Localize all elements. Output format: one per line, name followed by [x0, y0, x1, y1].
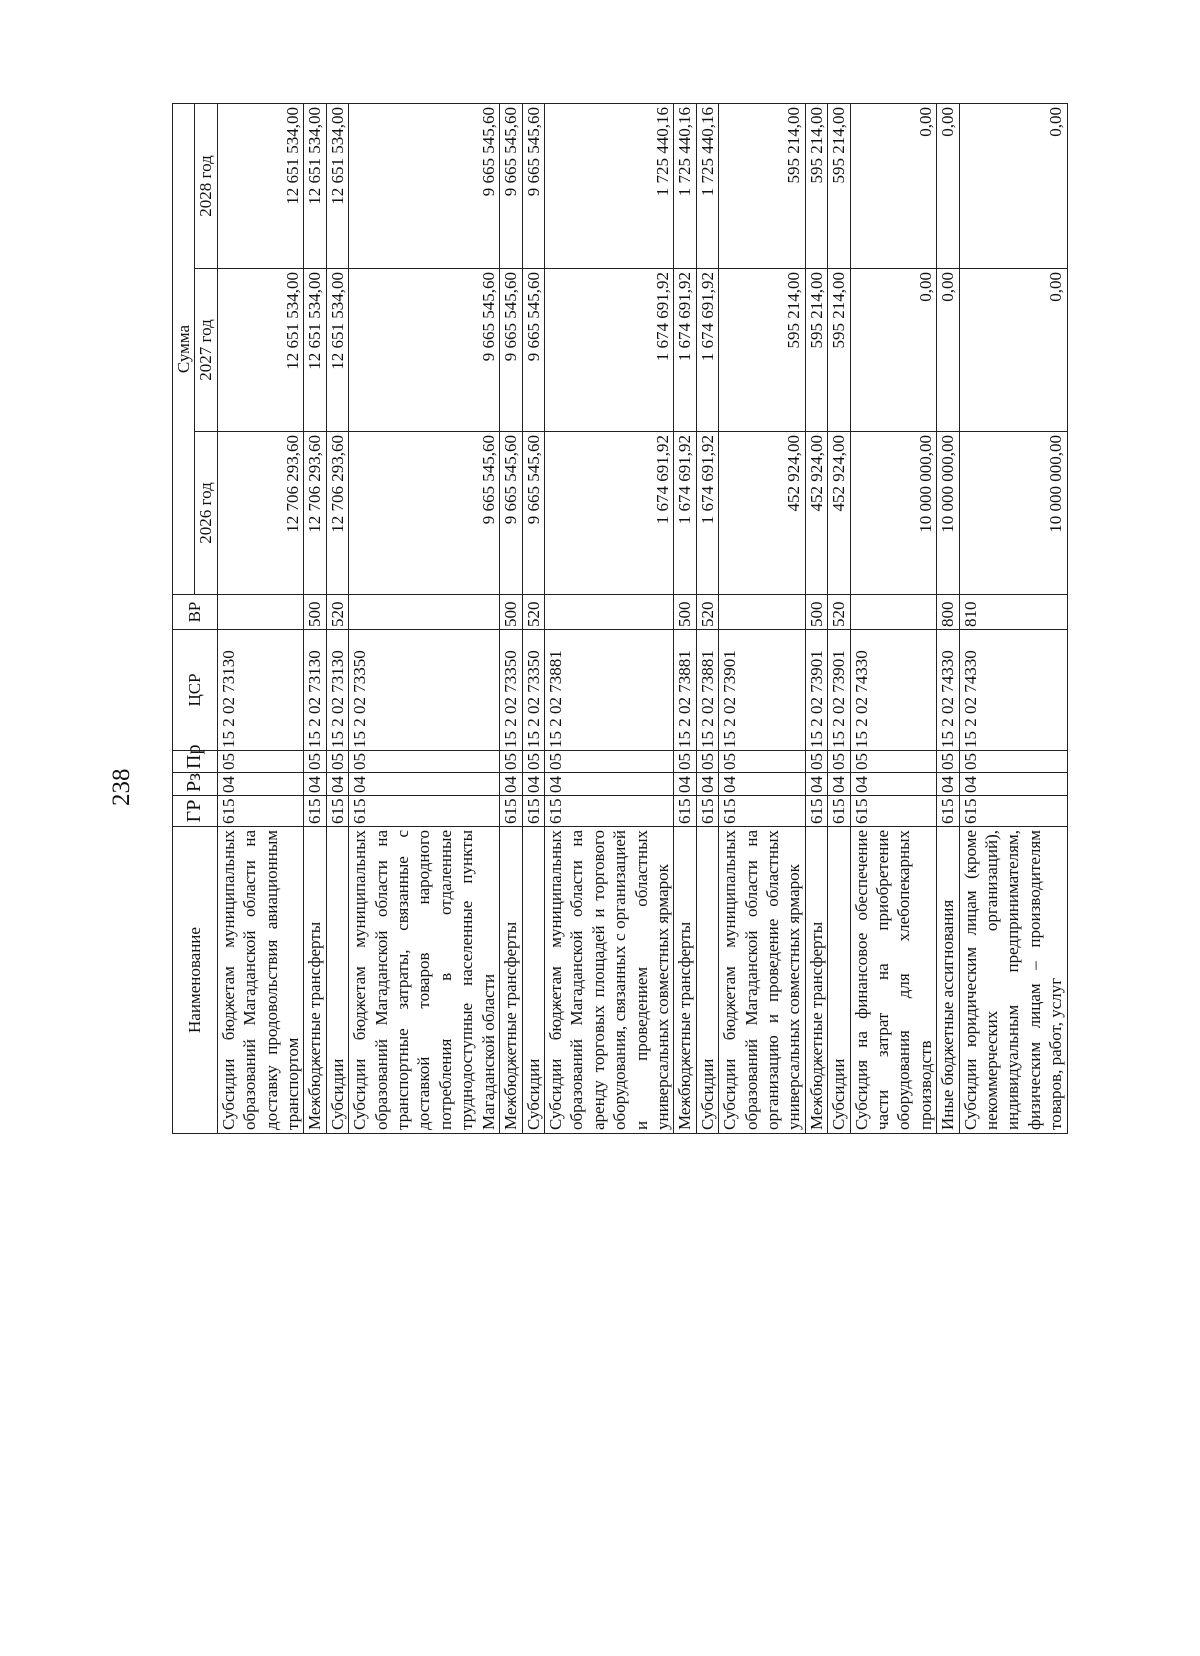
row-csr-cell: 15 2 02 73130	[326, 630, 348, 751]
row-vr-cell: 520	[828, 595, 850, 630]
row-2028-cell: 12 651 534,00	[217, 103, 304, 268]
row-2028-cell: 0,00	[850, 103, 937, 268]
row-2026-cell: 9 665 545,60	[349, 432, 500, 595]
row-name-cell: Субсидии	[326, 827, 348, 1134]
header-vr: ВР	[173, 595, 218, 630]
row-2027-cell: 595 214,00	[805, 269, 827, 432]
header-pr: Пр	[173, 751, 218, 773]
table-row	[805, 103, 827, 1133]
table-row	[326, 103, 348, 1133]
row-rz-cell: 04	[326, 773, 348, 796]
row-name-cell: Субсидия на финансовое обеспечение части затрат на приобретение оборудования для хлебопекарных производств	[850, 827, 937, 1134]
row-name-cell: Субсидии юридическим лицам (кроме некоммерческих организаций), индивидуальным предпринимателям, физическим лицам – производителям товаров, работ, услуг	[959, 827, 1067, 1134]
row-2027-cell: 595 214,00	[828, 269, 850, 432]
row-2027-cell: 9 665 545,60	[500, 269, 522, 432]
row-vr-cell	[719, 595, 806, 630]
row-pr-cell: 05	[937, 751, 959, 773]
row-csr-cell: 15 2 02 73130	[217, 630, 304, 751]
table-row	[719, 103, 806, 1133]
row-2027-cell: 9 665 545,60	[349, 269, 500, 432]
table-row	[828, 103, 850, 1133]
row-gr-cell: 615	[349, 796, 500, 827]
row-2028-cell: 595 214,00	[805, 103, 827, 268]
page-number: 238	[108, 768, 135, 806]
row-name-cell: Межбюджетные трансферты	[304, 827, 326, 1134]
row-2028-cell: 12 651 534,00	[326, 103, 348, 268]
row-pr-cell: 05	[500, 751, 522, 773]
table-row	[544, 103, 673, 1133]
header-csr: ЦСР	[173, 630, 218, 751]
row-vr-cell: 500	[674, 595, 696, 630]
row-name-cell: Межбюджетные трансферты	[805, 827, 827, 1134]
row-2026-cell: 1 674 691,92	[696, 432, 718, 595]
row-2028-cell: 0,00	[959, 103, 1067, 268]
row-2026-cell: 9 665 545,60	[500, 432, 522, 595]
row-2028-cell: 9 665 545,60	[522, 103, 544, 268]
row-2026-cell: 1 674 691,92	[674, 432, 696, 595]
row-csr-cell: 15 2 02 73881	[544, 630, 673, 751]
row-pr-cell: 05	[719, 751, 806, 773]
row-name-cell: Субсидии	[522, 827, 544, 1134]
table-row	[674, 103, 696, 1133]
row-vr-cell: 810	[959, 595, 1067, 630]
row-vr-cell: 520	[326, 595, 348, 630]
row-2026-cell: 12 706 293,60	[326, 432, 348, 595]
row-csr-cell: 15 2 02 73881	[696, 630, 718, 751]
row-rz-cell: 04	[696, 773, 718, 796]
row-gr-cell: 615	[696, 796, 718, 827]
row-gr-cell: 615	[544, 796, 673, 827]
row-csr-cell: 15 2 02 73350	[349, 630, 500, 751]
row-csr-cell: 15 2 02 73130	[304, 630, 326, 751]
row-gr-cell: 615	[850, 796, 937, 827]
row-pr-cell: 05	[696, 751, 718, 773]
row-2026-cell: 9 665 545,60	[522, 432, 544, 595]
table-row	[937, 103, 959, 1133]
header-name: Наименование	[173, 827, 218, 1134]
table-row	[696, 103, 718, 1133]
row-2028-cell: 595 214,00	[828, 103, 850, 268]
row-2026-cell: 12 706 293,60	[304, 432, 326, 595]
row-gr-cell: 615	[805, 796, 827, 827]
row-pr-cell: 05	[828, 751, 850, 773]
table-row	[522, 103, 544, 1133]
row-2028-cell: 1 725 440,16	[674, 103, 696, 268]
row-pr-cell: 05	[326, 751, 348, 773]
row-rz-cell: 04	[959, 773, 1067, 796]
row-2027-cell: 1 674 691,92	[696, 269, 718, 432]
row-2028-cell: 1 725 440,16	[696, 103, 718, 268]
table-row	[500, 103, 522, 1133]
row-2028-cell: 9 665 545,60	[349, 103, 500, 268]
row-pr-cell: 05	[959, 751, 1067, 773]
row-rz-cell: 04	[522, 773, 544, 796]
row-gr-cell: 615	[500, 796, 522, 827]
row-rz-cell: 04	[544, 773, 673, 796]
row-2027-cell: 1 674 691,92	[674, 269, 696, 432]
row-csr-cell: 15 2 02 73350	[500, 630, 522, 751]
row-2026-cell: 452 924,00	[828, 432, 850, 595]
row-2027-cell: 12 651 534,00	[217, 269, 304, 432]
row-vr-cell: 520	[522, 595, 544, 630]
header-sum: Сумма	[173, 103, 195, 594]
row-csr-cell: 15 2 02 74330	[850, 630, 937, 751]
row-rz-cell: 04	[937, 773, 959, 796]
row-name-cell: Субсидии бюджетам муниципальных образований Магаданской области на организацию и проведение областных универсальных совместных ярмарок	[719, 827, 806, 1134]
table-row	[349, 103, 500, 1133]
budget-table	[172, 103, 1068, 1134]
row-pr-cell: 05	[544, 751, 673, 773]
row-2027-cell: 0,00	[959, 269, 1067, 432]
row-2027-cell: 0,00	[937, 269, 959, 432]
row-vr-cell	[217, 595, 304, 630]
row-pr-cell: 05	[349, 751, 500, 773]
table-row	[217, 103, 304, 1133]
row-2026-cell: 1 674 691,92	[544, 432, 673, 595]
row-csr-cell: 15 2 02 73350	[522, 630, 544, 751]
table-row	[959, 103, 1067, 1133]
row-name-cell: Субсидии	[696, 827, 718, 1134]
row-vr-cell: 520	[696, 595, 718, 630]
row-rz-cell: 04	[217, 773, 304, 796]
header-year-2028: 2028 год	[195, 103, 217, 268]
row-pr-cell: 05	[674, 751, 696, 773]
row-csr-cell: 15 2 02 73901	[805, 630, 827, 751]
row-rz-cell: 04	[850, 773, 937, 796]
row-csr-cell: 15 2 02 73901	[828, 630, 850, 751]
row-vr-cell: 500	[304, 595, 326, 630]
row-2028-cell: 0,00	[937, 103, 959, 268]
row-csr-cell: 15 2 02 73881	[674, 630, 696, 751]
row-gr-cell: 615	[719, 796, 806, 827]
row-2027-cell: 12 651 534,00	[326, 269, 348, 432]
row-rz-cell: 04	[500, 773, 522, 796]
row-gr-cell: 615	[522, 796, 544, 827]
row-pr-cell: 05	[304, 751, 326, 773]
row-gr-cell: 615	[326, 796, 348, 827]
row-2026-cell: 10 000 000,00	[959, 432, 1067, 595]
row-csr-cell: 15 2 02 74330	[937, 630, 959, 751]
row-name-cell: Иные бюджетные ассигнования	[937, 827, 959, 1134]
row-rz-cell: 04	[719, 773, 806, 796]
row-vr-cell: 500	[805, 595, 827, 630]
row-name-cell: Субсидии	[828, 827, 850, 1134]
row-2026-cell: 12 706 293,60	[217, 432, 304, 595]
row-rz-cell: 04	[805, 773, 827, 796]
row-name-cell: Межбюджетные трансферты	[674, 827, 696, 1134]
row-vr-cell	[850, 595, 937, 630]
header-rz: Рз	[173, 773, 218, 796]
row-pr-cell: 05	[850, 751, 937, 773]
row-name-cell: Субсидии бюджетам муниципальных образований Магаданской области на аренду торговых площадей и торгового оборудования, связанных с организацией и проведением областных универсальных совместных ярмарок	[544, 827, 673, 1134]
row-2028-cell: 12 651 534,00	[304, 103, 326, 268]
row-pr-cell: 05	[522, 751, 544, 773]
row-2027-cell: 1 674 691,92	[544, 269, 673, 432]
row-2028-cell: 9 665 545,60	[500, 103, 522, 268]
header-gr: ГР	[173, 796, 218, 827]
row-rz-cell: 04	[304, 773, 326, 796]
row-2028-cell: 1 725 440,16	[544, 103, 673, 268]
row-name-cell: Межбюджетные трансферты	[500, 827, 522, 1134]
rotated-page-content	[172, 104, 1066, 1134]
row-pr-cell: 05	[805, 751, 827, 773]
row-rz-cell: 04	[349, 773, 500, 796]
row-vr-cell	[349, 595, 500, 630]
row-rz-cell: 04	[674, 773, 696, 796]
row-2027-cell: 0,00	[850, 269, 937, 432]
table-row	[304, 103, 326, 1133]
row-rz-cell: 04	[828, 773, 850, 796]
row-gr-cell: 615	[959, 796, 1067, 827]
row-gr-cell: 615	[937, 796, 959, 827]
row-2026-cell: 10 000 000,00	[937, 432, 959, 595]
row-2026-cell: 452 924,00	[805, 432, 827, 595]
row-vr-cell: 500	[500, 595, 522, 630]
row-csr-cell: 15 2 02 74330	[959, 630, 1067, 751]
row-name-cell: Субсидии бюджетам муниципальных образований Магаданской области на доставку продовольствия авиационным транспортом	[217, 827, 304, 1134]
header-year-2027: 2027 год	[195, 269, 217, 432]
row-gr-cell: 615	[217, 796, 304, 827]
row-2027-cell: 595 214,00	[719, 269, 806, 432]
row-vr-cell: 800	[937, 595, 959, 630]
table-header-row	[173, 103, 195, 1133]
row-csr-cell: 15 2 02 73901	[719, 630, 806, 751]
row-pr-cell: 05	[217, 751, 304, 773]
row-2028-cell: 595 214,00	[719, 103, 806, 268]
row-2026-cell: 452 924,00	[719, 432, 806, 595]
row-2027-cell: 12 651 534,00	[304, 269, 326, 432]
row-name-cell: Субсидии бюджетам муниципальных образований Магаданской области на транспортные затраты, связанные с доставкой товаров народного потребления в отдаленные труднодоступные населенные пункты Магаданской области	[349, 827, 500, 1134]
row-2026-cell: 10 000 000,00	[850, 432, 937, 595]
row-gr-cell: 615	[828, 796, 850, 827]
table-row	[850, 103, 937, 1133]
row-2027-cell: 9 665 545,60	[522, 269, 544, 432]
header-year-2026: 2026 год	[195, 432, 217, 595]
row-gr-cell: 615	[304, 796, 326, 827]
row-gr-cell: 615	[674, 796, 696, 827]
row-vr-cell	[544, 595, 673, 630]
